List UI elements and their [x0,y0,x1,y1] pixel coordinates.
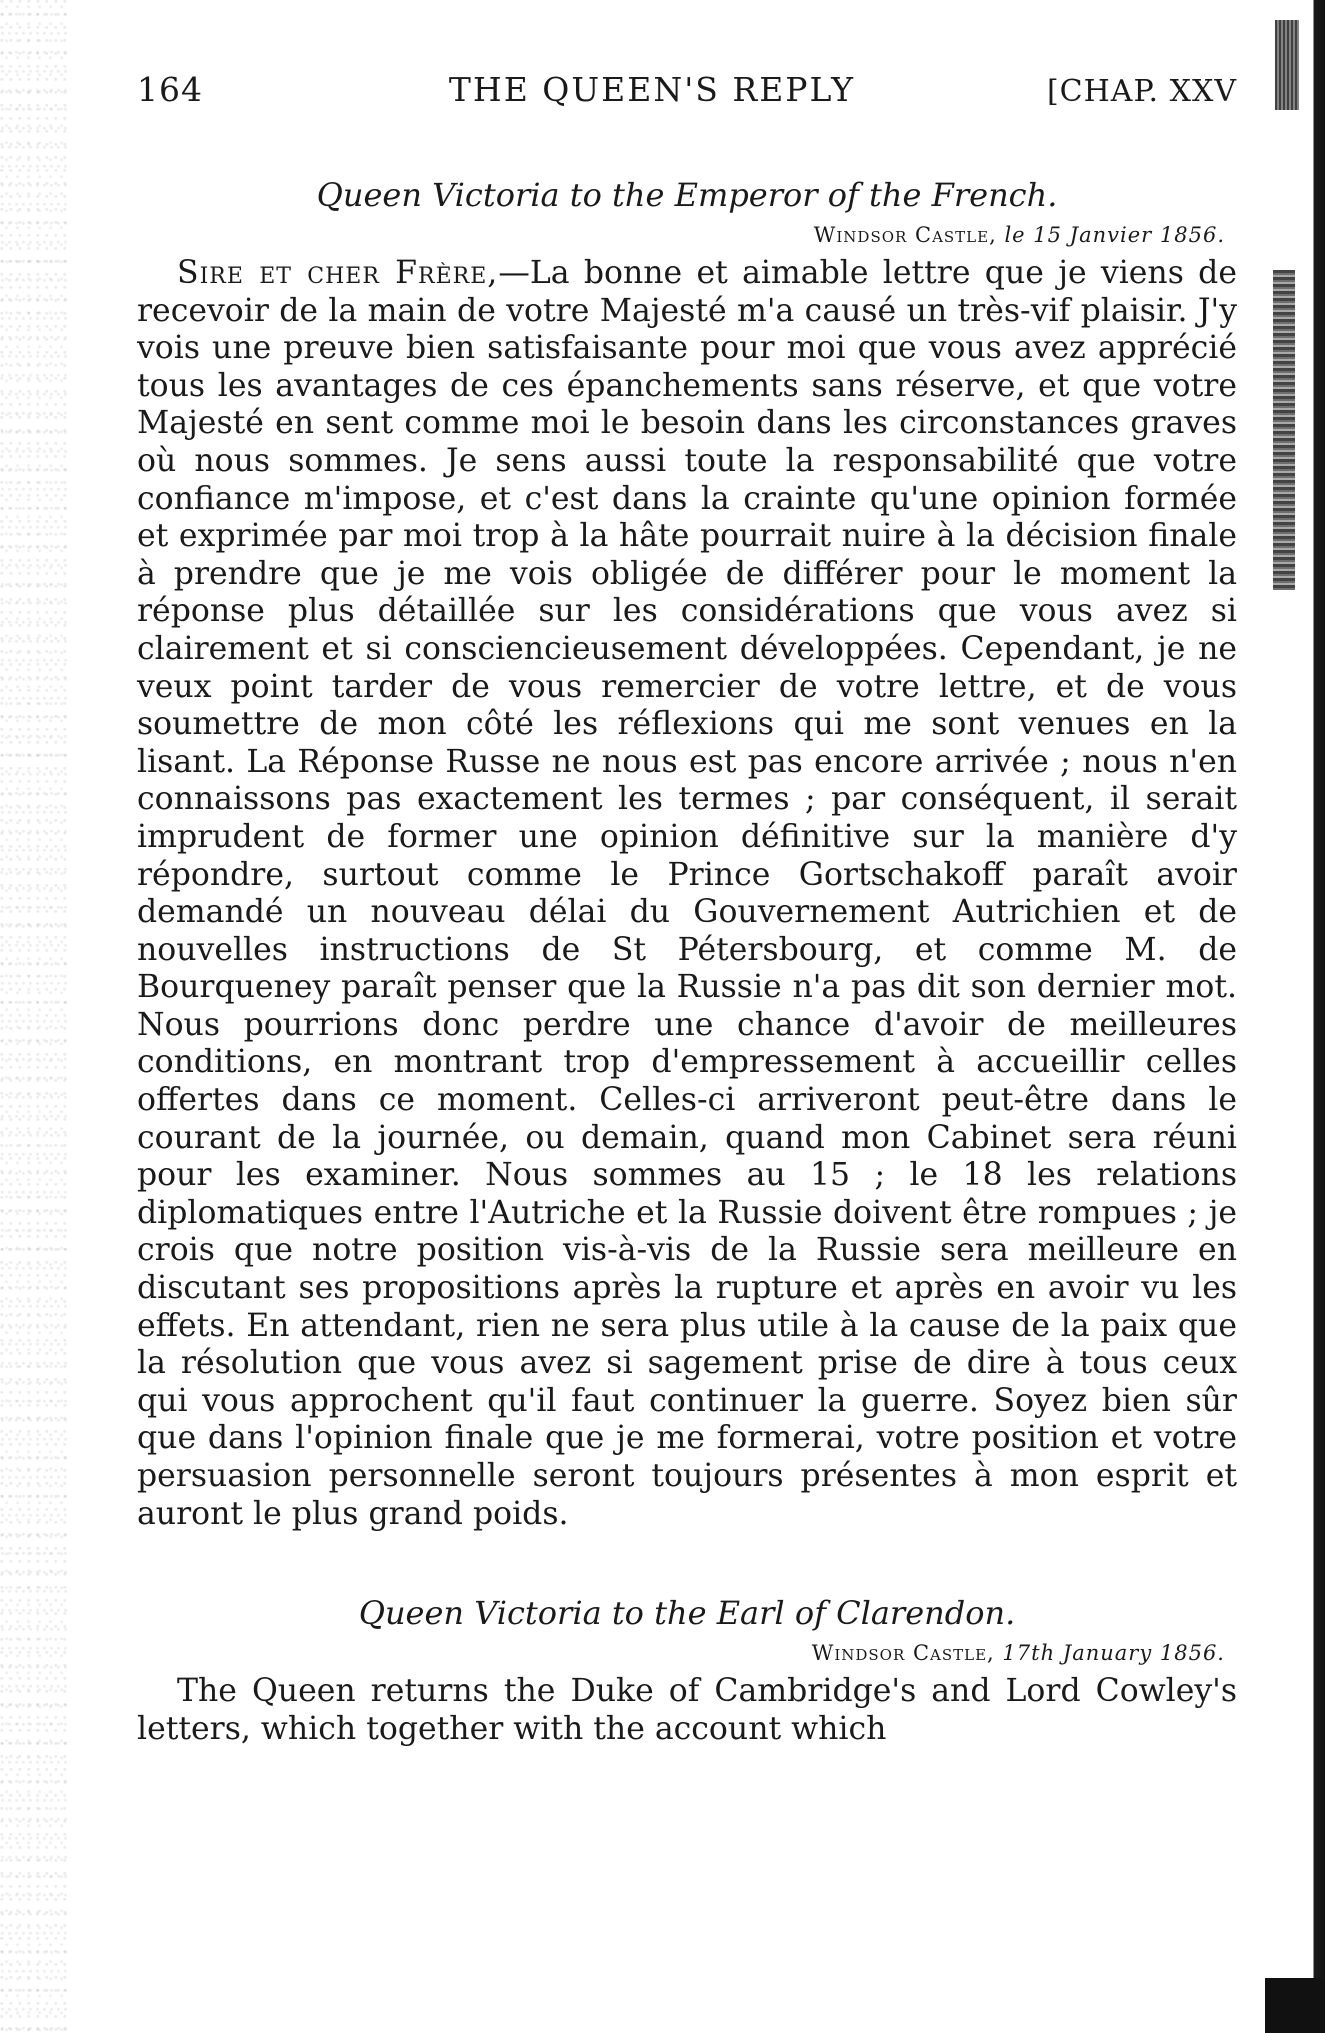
dateline-place: Windsor Castle, [811,1641,995,1666]
chapter-label: [CHAP. XXV [1046,74,1237,109]
page-number: 164 [137,70,203,109]
section-divider-space [137,1533,1237,1593]
letter-body: The Queen returns the Duke of Cambridge's and Lord Cowley's letters, which together with the account which [137,1673,1237,1747]
scan-gutter-left [0,0,70,2033]
letter-salutation: Sire et cher Frère, [177,255,499,291]
running-head [137,70,1237,130]
letter-dateline [137,221,1237,249]
dateline-place: Windsor Castle, [813,223,997,247]
letter-heading: Queen Victoria to the Earl of Clarendon. [358,1594,1016,1633]
running-title: THE QUEEN'S REPLY [448,70,856,109]
letter-body [137,255,1237,1533]
dateline-date: le 15 Janvier 1856. [1004,223,1225,247]
binding-shadow-mark [1273,270,1295,590]
binding-shadow-right [1299,0,1325,2033]
dateline-date: 17th January 1856. [1002,1641,1225,1666]
letter-clarendon [137,1593,1237,1748]
book-page [137,70,1237,1748]
binding-shadow-bottom [1265,1978,1325,2033]
letter-dateline [137,1639,1237,1667]
letter-emperor [137,175,1237,1533]
letter-heading: Queen Victoria to the Emperor of the French. [316,176,1058,214]
letter-text: —La bonne et aimable lettre que je viens de recevoir de la main de votre Majesté m'a causé un très-vif plaisir. J'y vois une preuve bien satisfaisante pour moi que vous avez apprécié tous les avantages de ces épanchements sans réserve, et que votre Majesté en sent comme moi le besoin dans les circonstances graves où nous sommes. Je sens aussi toute la responsabilité que votre confiance m'impose, et c'est dans la crainte qu'une opinion formée et exprimée par moi trop à la hâte pourrait nuire à la décision finale à prendre que je me vois obligée de différer pour le moment la réponse plus détaillée sur les considérations que vous avez si clairement et si consciencieusement développées. Cependant, je ne veux point tarder de vous remercier de votre lettre, et de vous soumettre de mon côté les réflexions qui me sont venues en la lisant. La Réponse Russe ne nous est pas encore arrivée ; nous n'en connaissons pas exactement les termes ; par conséquent, il serait imprudent de former une opinion définitive sur la manière d'y répondre, surtout comme le Prince Gortschakoff paraît avoir demandé un nouveau délai du Gouvernement Autrichien et de nouvelles instructions de St Pétersbourg, et comme M. de Bourqueney paraît penser que la Russie n'a pas dit son dernier mot. Nous pourrions donc perdre une chance d'avoir de meilleures conditions, en montrant trop d'empressement à accueillir celles offertes dans ce moment. Celles-ci arriveront peut-être dans le courant de la journée, ou demain, quand mon Cabinet sera réuni pour les examiner. Nous sommes au 15 ; le 18 les relations diplomatiques entre l'Autriche et la Russie doivent être rompues ; je crois que notre position vis-à-vis de la Russie sera meilleure en discutant ses propositions après la rupture et après en avoir vu les effets. En attendant, rien ne sera plus utile à la cause de la paix que la résolution que vous avez si sagement prise de dire à tous ceux qui vous approchent qu'il faut continuer la guerre. Soyez bien sûr que dans l'opinion finale que je me formerai, votre position et votre persuasion personnelle seront toujours présentes à mon esprit et auront le plus grand poids. [137,255,1237,1532]
